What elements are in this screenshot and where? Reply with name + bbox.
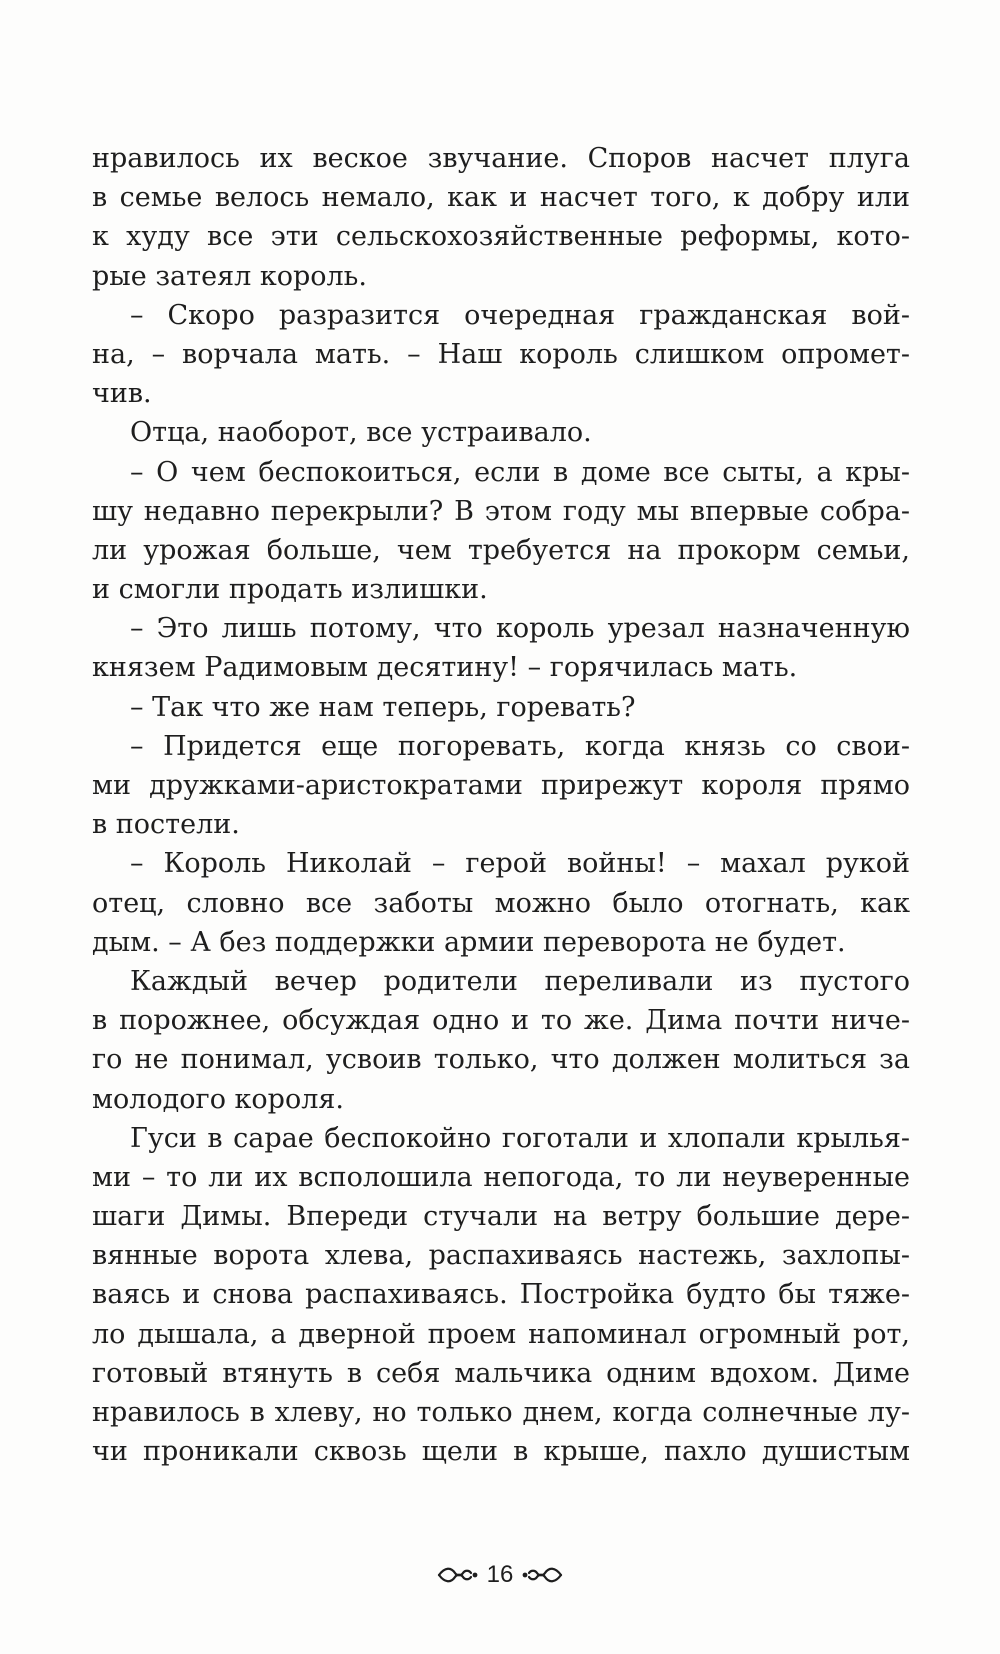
page-number: 16 [486, 1560, 514, 1588]
text-line: чив. [92, 378, 152, 410]
text-line: готовый втянуть в себя мальчика одним вдохом. Диме [92, 1357, 910, 1389]
text-line: отец, словно все заботы можно было отогнать, как [92, 887, 910, 919]
text-line: в семье велось немало, как и насчет того, к добру или [92, 182, 910, 214]
text-line: го не понимал, усвоив только, что должен молиться за [92, 1044, 910, 1076]
text-line: молодого короля. [92, 1083, 344, 1115]
left-ornament-icon [437, 1565, 479, 1585]
text-line: – Король Николай – герой войны! – махал рукой [130, 848, 910, 880]
text-line: – Так что же нам теперь, горевать? [130, 691, 636, 723]
text-line: дым. – А без поддержки армии переворота не будет. [92, 926, 846, 958]
text-line: шу недавно перекрыли? В этом году мы впервые собра- [92, 495, 910, 527]
text-line: – Скоро разразится очередная гражданская вой- [130, 299, 910, 331]
text-line: нравилось их веское звучание. Споров насчет плуга [92, 143, 910, 174]
text-line: Отца, наоборот, все устраивало. [130, 417, 592, 449]
text-line: – Придется еще погоревать, когда князь со свои- [130, 730, 910, 762]
text-line: в порожнее, обсуждая одно и то же. Дима почти ниче- [92, 1005, 910, 1037]
text-line: ми дружками-аристократами прирежут короля прямо [92, 770, 910, 801]
text-line: – О чем беспокоиться, если в доме все сыты, а кры- [130, 456, 910, 488]
text-line: ло дышала, а дверной проем напоминал огромный рот, [92, 1318, 910, 1350]
text-line: Гуси в сарае беспокойно гоготали и хлопали крылья- [130, 1122, 910, 1154]
text-line: на, – ворчала мать. – Наш король слишком опромет- [92, 338, 910, 370]
text-line: и смогли продать излишки. [92, 574, 488, 606]
text-line: ли урожая больше, чем требуется на прокорм семьи, [92, 534, 910, 566]
text-line: вянные ворота хлева, распахиваясь настежь, захлопы- [92, 1240, 910, 1272]
text-line: рые затеял король. [92, 260, 367, 292]
text-line: ваясь и снова распахиваясь. Постройка будто бы тяже- [92, 1279, 910, 1311]
body-text [92, 139, 910, 1471]
text-line: к худу все эти сельскохозяйственные реформы, кото- [92, 221, 910, 253]
text-line: – Это лишь потому, что король урезал назначенную [130, 613, 910, 645]
text-line: нравилось в хлеву, но только днем, когда солнечные лу- [92, 1397, 910, 1428]
text-line: в постели. [92, 809, 240, 841]
text-line: Каждый вечер родители переливали из пустого [130, 965, 910, 997]
text-line: князем Радимовым десятину! – горячилась мать. [92, 652, 798, 684]
text-line: ми – то ли их всполошила непогода, то ли неуверенные [92, 1161, 910, 1193]
text-line: чи проникали сквозь щели в крыше, пахло душистым [92, 1436, 910, 1468]
right-ornament-icon [521, 1565, 563, 1585]
page-footer [0, 1558, 1000, 1591]
text-line: шаги Димы. Впереди стучали на ветру большие дере- [92, 1201, 910, 1233]
